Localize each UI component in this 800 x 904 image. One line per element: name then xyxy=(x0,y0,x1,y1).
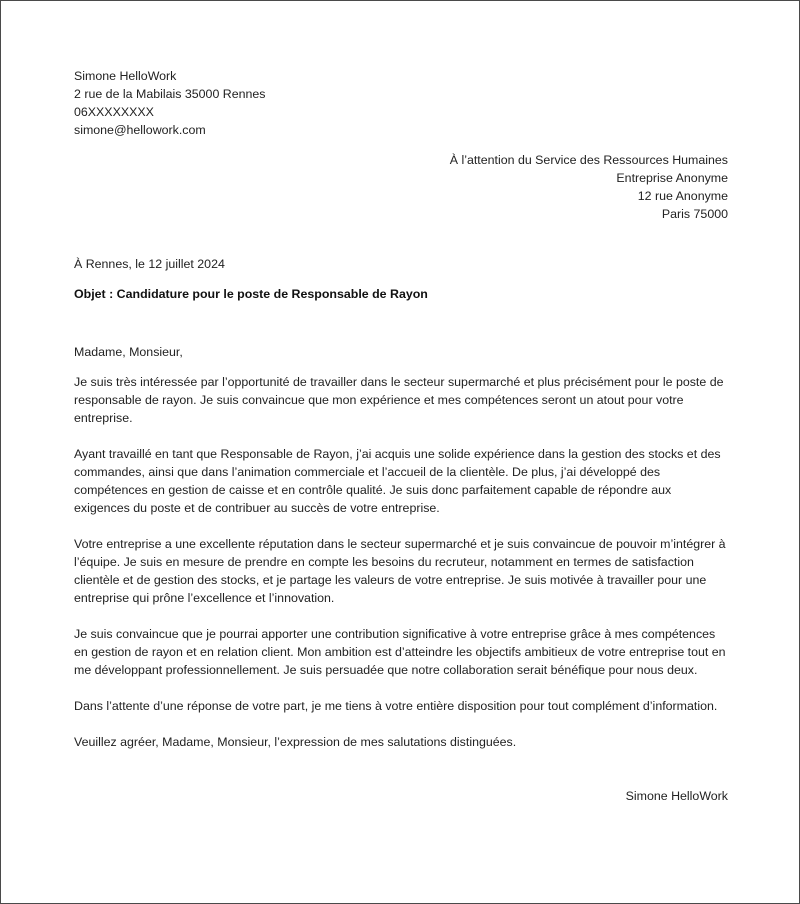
sender-block xyxy=(74,67,728,139)
sender-name: Simone HelloWork xyxy=(74,69,177,83)
recipient-company: Entreprise Anonyme xyxy=(616,171,728,185)
body-paragraph: Je suis très intéressée par l’opportunité de travailler dans le secteur supermarché et plus précisément pour le poste de responsable de rayon. Je suis convaincue que mon expérience et mes compétences seront un atout pour votre entreprise. xyxy=(74,375,724,425)
salutation: Madame, Monsieur, xyxy=(74,345,183,359)
place-date: À Rennes, le 12 juillet 2024 xyxy=(74,257,225,271)
body-paragraph: Ayant travaillé en tant que Responsable de Rayon, j’ai acquis une solide expérience dans la gestion des stocks et des commandes, ainsi que dans l’animation commerciale et l’accueil de la clientèle. De plus, j’ai développé des compétences en gestion de caisse et en contrôle qualité. Je suis donc parfaitement capable de répondre aux exigences du poste et de contribuer au succès de votre entreprise. xyxy=(74,447,721,515)
recipient-city: Paris 75000 xyxy=(661,207,728,221)
letter-content xyxy=(74,67,728,805)
closing-formula: Veuillez agréer, Madame, Monsieur, l’expression de mes salutations distinguées. xyxy=(74,735,517,749)
sender-address: 2 rue de la Mabilais 35000 Rennes xyxy=(74,87,266,101)
recipient-block xyxy=(74,151,728,223)
recipient-attention: À l’attention du Service des Ressources Humaines xyxy=(449,153,728,167)
subject-line: Objet : Candidature pour le poste de Responsable de Rayon xyxy=(74,287,428,301)
sender-phone: 06XXXXXXXX xyxy=(74,105,154,119)
body-paragraph: Je suis convaincue que je pourrai apporter une contribution significative à votre entreprise grâce à mes compétences en gestion de rayon et en relation client. Mon ambition est d’atteindre les objectifs ambitieux de votre entreprise tout en me développant professionnellement. Je suis persuadée que notre collaboration serait bénéfique pour nous deux. xyxy=(74,627,726,677)
letter-body xyxy=(74,373,728,715)
recipient-street: 12 rue Anonyme xyxy=(637,189,728,203)
body-paragraph: Votre entreprise a une excellente réputation dans le secteur supermarché et je suis convaincue de pouvoir m’intégrer à l’équipe. Je suis en mesure de prendre en compte les besoins du recruteur, notamment en termes de satisfaction clientèle et de gestion des stocks, et je partage les valeurs de votre entreprise. Je suis motivée à travailler pour une entreprise qui prône l’excellence et l’innovation. xyxy=(74,537,726,605)
signature: Simone HelloWork xyxy=(625,789,728,803)
body-paragraph: Dans l’attente d’une réponse de votre part, je me tiens à votre entière disposition pour tout complément d’information. xyxy=(74,699,718,713)
sender-email: simone@hellowork.com xyxy=(74,123,206,137)
